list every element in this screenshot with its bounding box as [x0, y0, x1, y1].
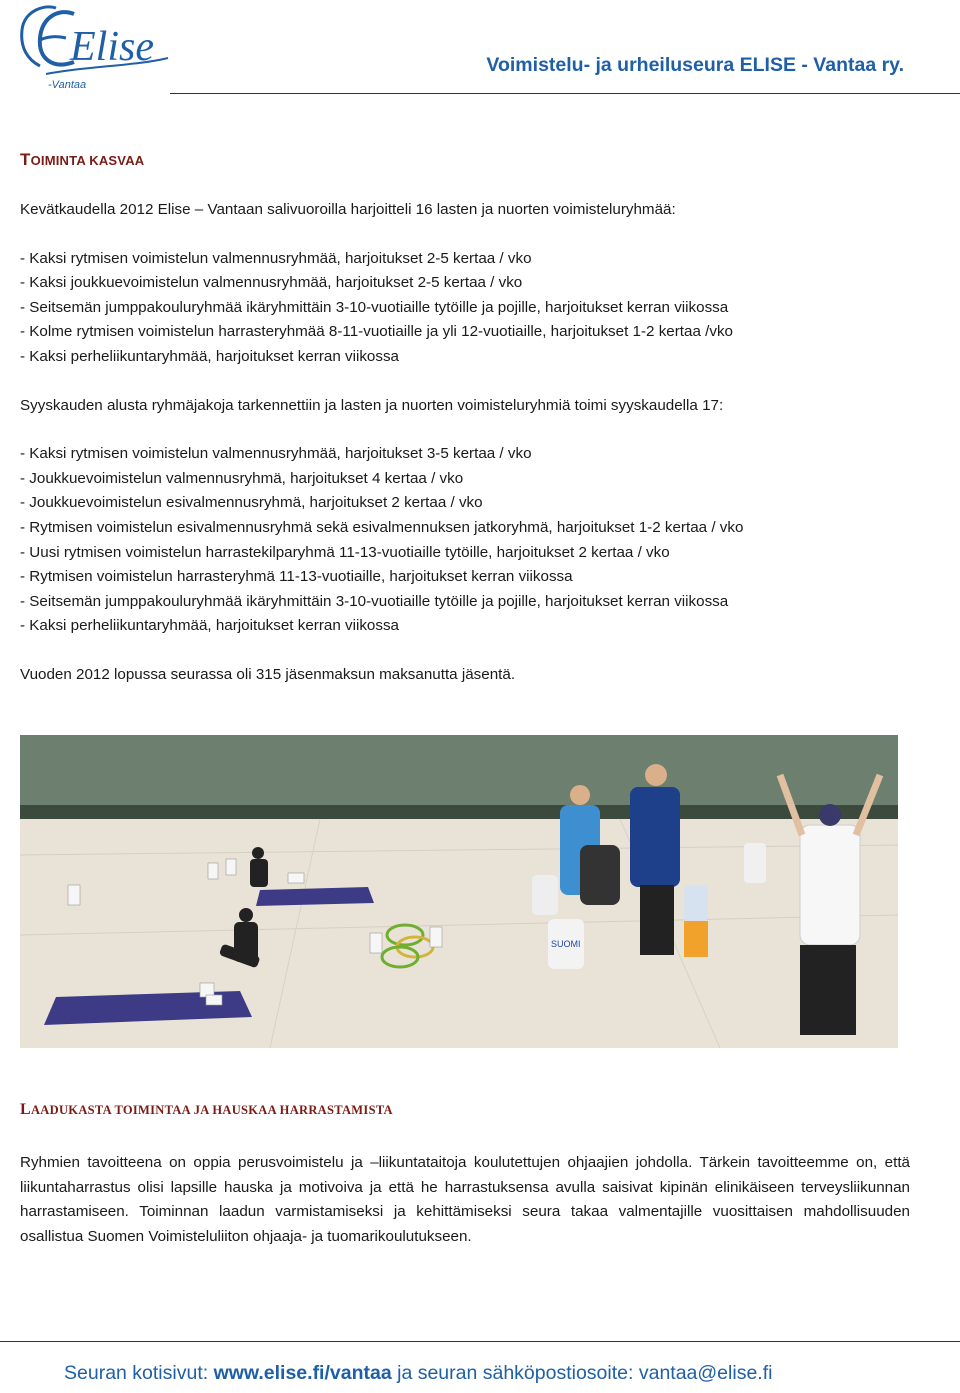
section-title-quality: [20, 1101, 910, 1119]
list-item: - Seitsemän jumppakouluryhmää ikäryhmittäin 3-10-vuotiaille tytöille ja pojille, harjoitukset kerran viikossa: [20, 592, 729, 610]
footer-prefix: Seuran kotisivut:: [64, 1362, 214, 1384]
title-rest: OIMINTA KASVAA: [30, 153, 145, 168]
spring-groups-list: [20, 247, 910, 370]
page-header: [0, 0, 960, 96]
page-footer: [64, 1362, 772, 1385]
list-item: - Kaksi perheliikuntaryhmää, harjoitukset kerran viikossa: [20, 617, 400, 635]
list-item: - Seitsemän jumppakouluryhmää ikäryhmittäin 3-10-vuotiaille tytöille ja pojille, harjoitukset kerran viikossa: [20, 298, 729, 316]
list-item: - Kaksi perheliikuntaryhmää, harjoitukset kerran viikossa: [20, 347, 400, 365]
section-quality: [20, 1101, 910, 1249]
footer-divider: [0, 1341, 960, 1342]
section-growth: [20, 150, 910, 688]
list-item: - Rytmisen voimistelun harrasteryhmä 11-13-vuotiaille, harjoitukset kerran viikossa: [20, 568, 573, 586]
autumn-intro: Syyskauden alusta ryhmäjakoja tarkennettiin ja lasten ja nuorten voimisteluryhmiä toimi syyskaudella 17:: [20, 396, 724, 414]
list-item: - Kaksi rytmisen voimistelun valmennusryhmää, harjoitukset 3-5 kertaa / vko: [20, 445, 532, 463]
title-initial: T: [20, 150, 31, 169]
list-item: - Kaksi rytmisen voimistelun valmennusryhmää, harjoitukset 2-5 kertaa / vko: [20, 249, 532, 267]
list-item: - Kolme rytmisen voimistelun harrasteryhmää 8-11-vuotiaille ja yli 12-vuotiaille, harjoitukset 1-2 kertaa /vko: [20, 323, 733, 341]
title-initial: L: [20, 1101, 31, 1118]
list-item: - Joukkuevoimistelun valmennusryhmä, harjoitukset 4 kertaa / vko: [20, 469, 464, 487]
member-count: Vuoden 2012 lopussa seurassa oli 315 jäsenmaksun maksanutta jäsentä.: [20, 665, 516, 683]
elise-logo: [16, 0, 172, 92]
shirt-text: SUOMI: [551, 939, 581, 949]
list-item: - Uusi rytmisen voimistelun harrastekilparyhmä 11-13-vuotiaille tytöille, harjoitukset 2 kertaa / vko: [20, 543, 670, 561]
logo-subtitle: -Vantaa: [48, 79, 87, 91]
footer-middle: ja seuran sähköpostiosoite:: [391, 1362, 639, 1384]
organization-name: Voimistelu- ja urheiluseura ELISE - Vantaa ry.: [486, 54, 904, 76]
header-divider: [170, 93, 960, 94]
logo-text: Elise: [70, 24, 154, 70]
list-item: - Joukkuevoimistelun esivalmennusryhmä, harjoitukset 2 kertaa / vko: [20, 494, 483, 512]
section-title-growth: [20, 150, 910, 170]
website-link[interactable]: www.elise.fi/vantaa: [213, 1362, 392, 1384]
spring-intro: Kevätkaudella 2012 Elise – Vantaan salivuoroilla harjoitteli 16 lasten ja nuorten voimisteluryhmää:: [20, 201, 676, 218]
title-rest: AADUKASTA TOIMINTAA JA HAUSKAA HARRASTAMISTA: [30, 1103, 393, 1117]
email-link[interactable]: vantaa@elise.fi: [638, 1362, 773, 1384]
list-item: - Rytmisen voimistelun esivalmennusryhmä sekä esivalmennuksen jatkoryhmä, harjoitukset 1-2 kertaa / vko: [20, 518, 744, 536]
list-item: - Kaksi joukkuevoimistelun valmennusryhmää, harjoitukset 2-5 kertaa / vko: [20, 274, 523, 292]
gymnastics-photo: [20, 735, 898, 1048]
autumn-groups-list: [20, 442, 910, 639]
gym-hall-illustration: [20, 735, 898, 1048]
quality-paragraph: Ryhmien tavoitteena on oppia perusvoimistelu ja –liikuntataitoja koulutettujen ohjaajien johdolla. Tärkein tavoitteemme on, että liikuntaharrastus olisi lapsille hauska ja motivoiva ja että he harrastuksensa avulla saisivat kipinän elinikäiseen terveysliikunnan harrastamiseen. Toiminnan laadun varmistamiseksi ja kehittämiseksi seura takaa valmentajille vuosittaisen mahdollisuuden osallistua Suomen Voimisteluliiton ohjaaja- ja tuomarikoulutukseen.: [20, 1154, 910, 1245]
